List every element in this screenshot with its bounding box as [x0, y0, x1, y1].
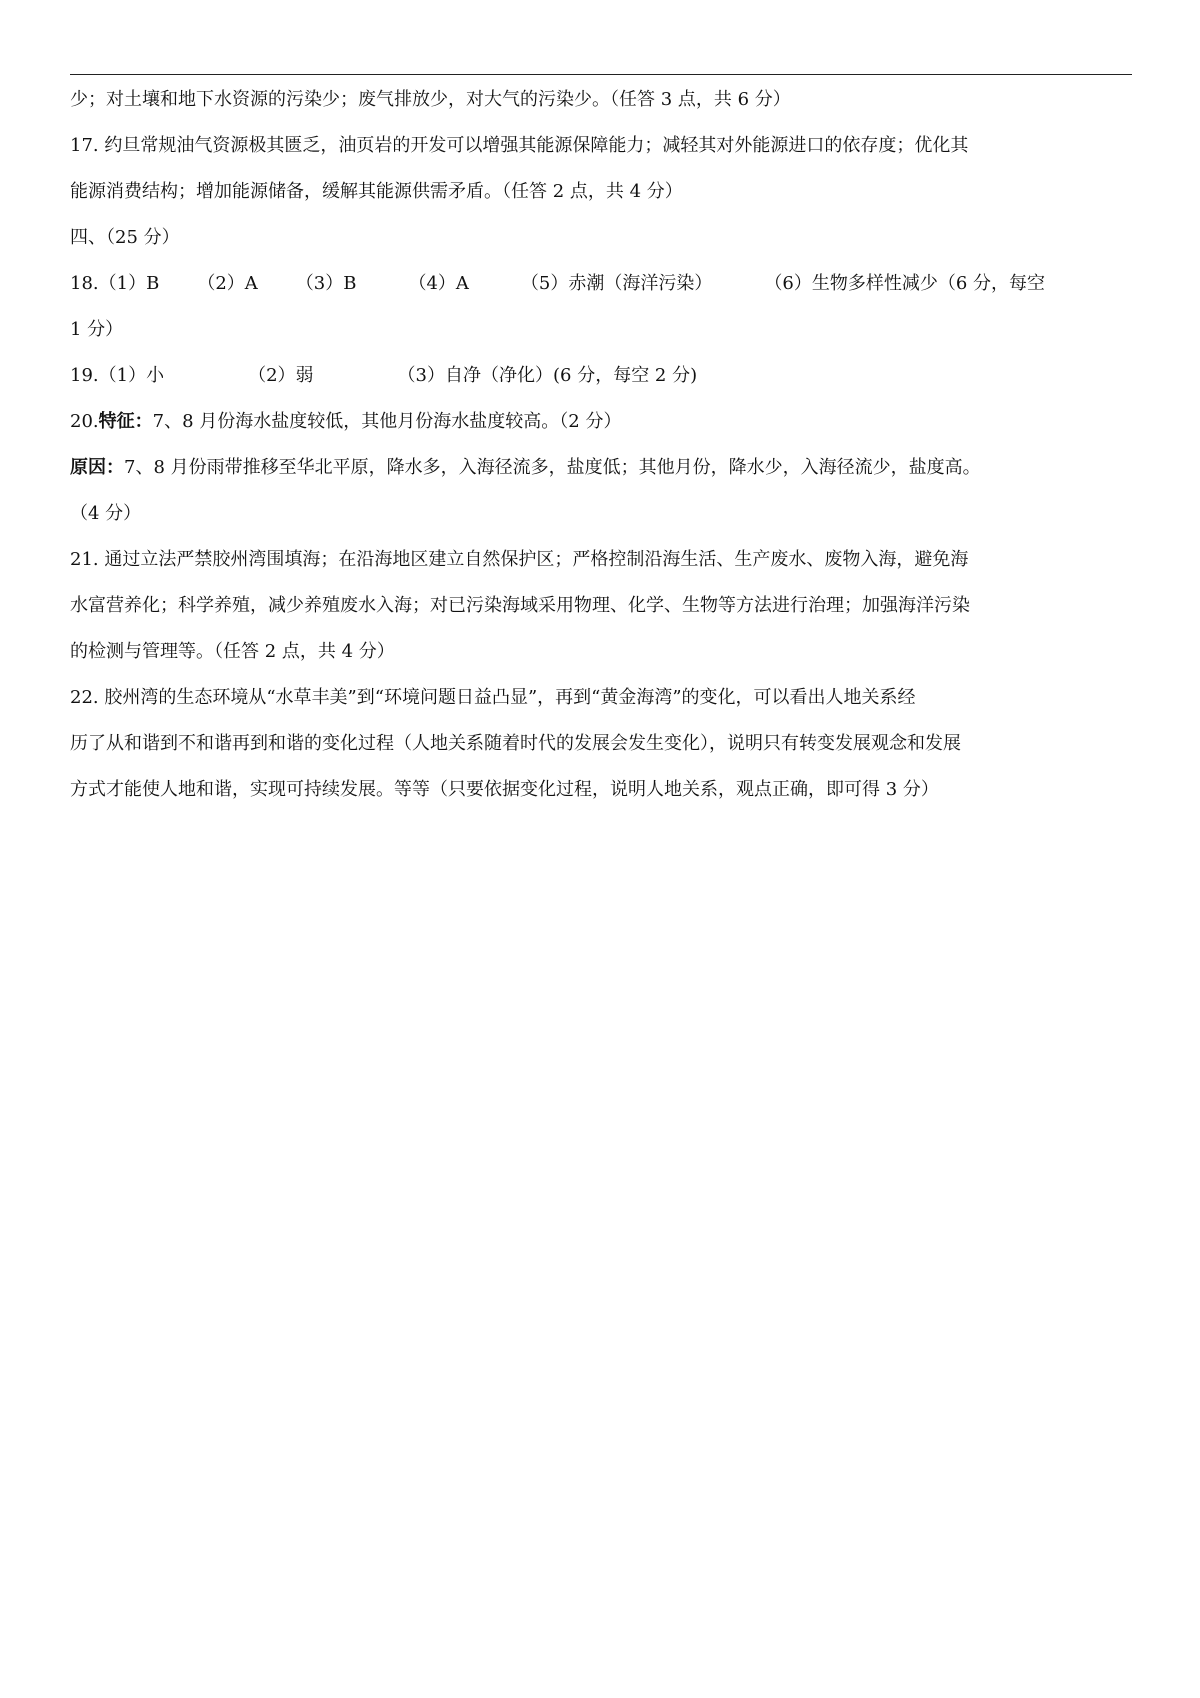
- q20-reason-line: [70, 452, 1132, 498]
- q21-line-1: 21. 通过立法严禁胶州湾围填海；在沿海地区建立自然保护区；严格控制沿海生活、生产废水、废物入海，避免海: [70, 549, 969, 570]
- q22-line-3: 方式才能使人地和谐，实现可持续发展。等等（只要依据变化过程，说明人地关系，观点正确，即可得 3 分）: [70, 779, 939, 800]
- q18-answer-5: （5）赤潮（海洋污染）: [520, 273, 713, 294]
- q20-reason-text: 7、8 月份雨带推移至华北平原，降水多，入海径流多，盐度低；其他月份，降水少，入海径流少，盐度高。: [124, 457, 981, 478]
- answer-content: [70, 84, 1132, 820]
- q19-number: 19.: [70, 365, 99, 386]
- answer-page: [70, 0, 1132, 1698]
- q18-answer-6: （6）生物多样性减少（6 分，每空: [764, 273, 1045, 294]
- q17-line-1: 17. 约旦常规油气资源极其匮乏，油页岩的开发可以增强其能源保障能力；减轻其对外能源进口的依存度；优化其: [70, 135, 969, 156]
- q18-answer-4: （4）A: [408, 273, 469, 294]
- q18-answer-2: （2）A: [197, 273, 258, 294]
- q19-line: [70, 360, 1132, 406]
- q20-feature-label: 特征：: [98, 411, 153, 432]
- q20-number: 20.: [70, 411, 99, 432]
- section-heading: 四、（25 分）: [70, 227, 180, 248]
- header-rule: [70, 74, 1132, 75]
- q20-feature-text: 7、8 月份海水盐度较低，其他月份海水盐度较高。（2 分）: [152, 411, 622, 432]
- q19-answer-2: （2）弱: [248, 365, 314, 386]
- q18-answer-1: （1）B: [98, 273, 160, 294]
- q22-line-1: 22. 胶州湾的生态环境从“水草丰美”到“环境问题日益凸显”，再到“黄金海湾”的变化，可以看出人地关系经: [70, 687, 916, 708]
- q22-line-2: 历了从和谐到不和谐再到和谐的变化过程（人地关系随着时代的发展会发生变化），说明只有转变发展观念和发展: [70, 733, 961, 754]
- q21-line-2: 水富营养化；科学养殖，减少养殖废水入海；对已污染海域采用物理、化学、生物等方法进行治理；加强海洋污染: [70, 595, 970, 616]
- q19-answer-3: （3）自净（净化）(6 分，每空 2 分): [397, 365, 698, 386]
- q21-line-3: 的检测与管理等。（任答 2 点，共 4 分）: [70, 641, 395, 662]
- q20-reason-score: （4 分）: [70, 503, 142, 524]
- q17-line-2: 能源消费结构；增加能源储备，缓解其能源供需矛盾。（任答 2 点，共 4 分）: [70, 181, 683, 202]
- q18-line-2: 1 分）: [70, 319, 124, 340]
- q18-number: 18.: [70, 273, 99, 294]
- q20-reason-label: 原因：: [70, 457, 124, 478]
- q18-line-1: [70, 268, 1132, 314]
- q18-answer-3: （3）B: [295, 273, 357, 294]
- q19-answer-1: （1）小: [98, 365, 165, 386]
- q20-feature-line: [70, 406, 1132, 452]
- text-line: 少；对土壤和地下水资源的污染少；废气排放少，对大气的污染少。（任答 3 点，共 6 分）: [70, 89, 791, 110]
